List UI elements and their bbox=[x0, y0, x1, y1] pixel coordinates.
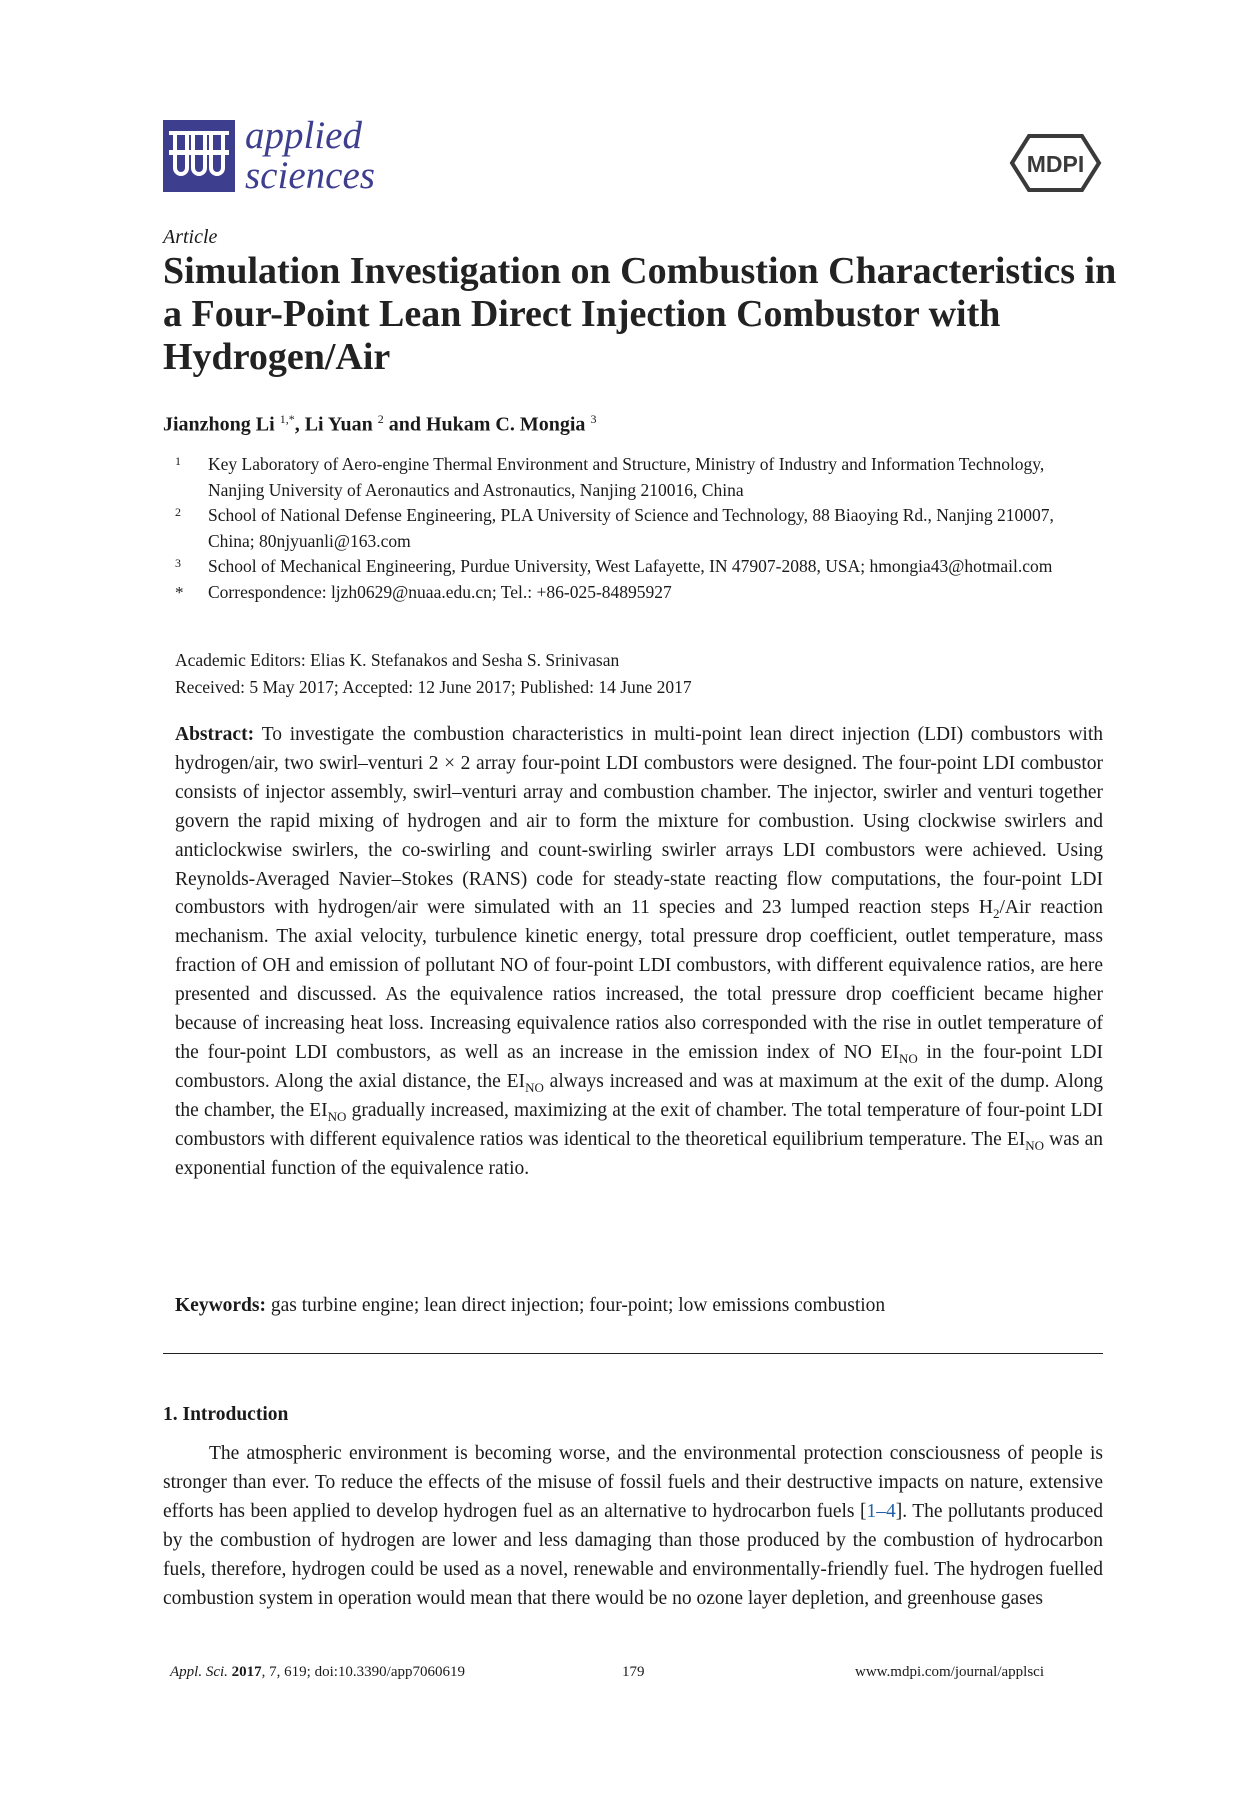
abstract-text-1: To investigate the combustion characteristics in multi-point lean direct injection (LDI) combustors with hydrogen/air, two swirl–venturi 2 × 2 array four-point LDI combustors were designed. The four-point LDI combustor consists of injector assembly, swirl–venturi array and combustion chamber. The injector, swirler and venturi together govern the rapid mixing of hydrogen and air to form the mixture for combustion. Using clockwise swirlers and anticlockwise swirlers, the co-swirling and count-swirling swirler arrays LDI combustors were achieved. Using Reynolds-Averaged Navier–Stokes (RANS) code for steady-state reacting flow computations, the four-point LDI combustors with hydrogen/air were simulated with an 11 species and 23 lumped reaction steps H bbox=[175, 724, 1104, 919]
abstract-text-3: in the four-point LDI combustors. Along the axial distance, the EI bbox=[175, 1041, 1104, 1092]
keywords bbox=[175, 1295, 885, 1317]
affiliation-list bbox=[175, 452, 1075, 605]
author-affiliation-mark: 1,* bbox=[279, 412, 295, 426]
affiliation-mark: 1 bbox=[175, 454, 181, 468]
keywords-text: gas turbine engine; lean direct injection; four-point; low emissions combustion bbox=[270, 1295, 886, 1316]
editorial-info bbox=[175, 647, 692, 701]
author-name: Hukam C. Mongia bbox=[425, 413, 586, 436]
affiliation-text: Key Laboratory of Aero-engine Thermal Environment and Structure, Ministry of Industry and Information Technology, Nanjing University of Aeronautics and Astronautics, Nanjing 210016, China bbox=[208, 454, 1045, 500]
author-affiliation-mark: 2 bbox=[377, 412, 384, 426]
affiliation-mark: 2 bbox=[175, 505, 181, 519]
author-name: Jianzhong Li bbox=[163, 413, 275, 436]
correspondence-text: Correspondence: ljzh0629@nuaa.edu.cn; Tel.: +86-025-84895927 bbox=[208, 581, 672, 602]
author-name: Li Yuan bbox=[304, 413, 373, 436]
abstract-text-2: /Air reaction mechanism. The axial velocity, turbulence kinetic energy, total pressure drop coefficient, outlet temperature, mass fraction of OH and emission of pollutant NO of four-point LDI combustors, with different equivalence ratios, are here presented and discussed. As the equivalence ratios increased, the total pressure drop coefficient became higher because of increasing heat loss. Increasing equivalence ratios also corresponded with the rise in outlet temperature of the four-point LDI combustors, as well as an increase in the emission index of NO EI bbox=[175, 897, 1103, 1063]
author-list bbox=[163, 412, 596, 437]
author-separator: and bbox=[383, 413, 426, 436]
footer-citation bbox=[170, 1664, 465, 1681]
section-divider bbox=[163, 1353, 1103, 1354]
academic-editors: Academic Editors: Elias K. Stefanakos and Sesha S. Srinivasan bbox=[175, 650, 620, 670]
intro-text-2: ]. The pollutants produced by the combustion of hydrogen are lower and less damaging than those produced by the combustion of hydrocarbon fuels, therefore, hydrogen could be used as a novel, renewable and environmentally-friendly fuel. The hydrogen fuelled combustion system in operation would mean that there would be no ozone layer depletion, and greenhouse gases bbox=[163, 1500, 1103, 1609]
subscript-h2: 2 bbox=[993, 906, 1000, 922]
section-heading-introduction: 1. Introduction bbox=[163, 1404, 289, 1425]
affiliation-item bbox=[175, 554, 1075, 580]
journal-logo bbox=[163, 114, 375, 197]
citation-link[interactable]: 1–4 bbox=[866, 1500, 896, 1522]
footer-url[interactable]: www.mdpi.com/journal/applsci bbox=[855, 1664, 1044, 1680]
journal-name-line2: sciences bbox=[245, 154, 375, 197]
abstract bbox=[175, 721, 1103, 1184]
correspondence-item bbox=[175, 580, 1075, 606]
affiliation-item bbox=[175, 452, 1075, 503]
mdpi-logo-icon bbox=[1009, 132, 1102, 194]
subscript-no: NO bbox=[1025, 1137, 1045, 1153]
journal-name bbox=[245, 116, 375, 196]
journal-name-line1: applied bbox=[245, 114, 362, 157]
publisher-name: MDPI bbox=[1026, 151, 1085, 177]
test-tubes-icon bbox=[163, 120, 235, 192]
abstract-label: Abstract: bbox=[175, 724, 255, 745]
correspondence-mark: * bbox=[175, 582, 184, 602]
introduction-paragraph bbox=[163, 1440, 1103, 1613]
subscript-no: NO bbox=[327, 1108, 347, 1124]
subscript-no: NO bbox=[525, 1079, 544, 1095]
author-affiliation-mark: 3 bbox=[590, 412, 597, 426]
affiliation-item bbox=[175, 503, 1075, 554]
footer-citation-rest: , 7, 619; doi:10.3390/app7060619 bbox=[261, 1664, 465, 1680]
article-type: Article bbox=[163, 226, 218, 248]
abstract-text-6: was an exponential function of the equivalence ratio. bbox=[175, 1128, 1103, 1179]
publication-dates: Received: 5 May 2017; Accepted: 12 June 2017; Published: 14 June 2017 bbox=[175, 677, 692, 697]
abstract-text-5: gradually increased, maximizing at the exit of chamber. The total temperature of four-point LDI combustors with different equivalence ratios was identical to the theoretical equilibrium temperature. The EI bbox=[175, 1099, 1103, 1150]
footer-year: 2017 bbox=[231, 1664, 262, 1680]
affiliation-text: School of National Defense Engineering, PLA University of Science and Technology, 88 Biaoying Rd., Nanjing 210007, China; 80njyuanli@163.com bbox=[208, 505, 1054, 551]
footer-journal-abbrev: Appl. Sci. bbox=[170, 1664, 228, 1680]
intro-text-1: The atmospheric environment is becoming worse, and the environmental protection consciousness of people is stronger than ever. To reduce the effects of the misuse of fossil fuels and their destructive impacts on nature, extensive efforts has been applied to develop hydrogen fuel as an alternative to hydrocarbon fuels [ bbox=[163, 1443, 1103, 1522]
keywords-label: Keywords: bbox=[175, 1295, 266, 1316]
affiliation-mark: 3 bbox=[175, 556, 181, 570]
affiliation-text: School of Mechanical Engineering, Purdue University, West Lafayette, IN 47907-2088, USA; hmongia43@hotmail.com bbox=[208, 556, 1053, 576]
author-separator: , bbox=[294, 413, 305, 436]
page-number: 179 bbox=[622, 1664, 645, 1680]
paper-title: Simulation Investigation on Combustion Characteristics in a Four-Point Lean Direct Injection Combustor with Hydrogen/Air bbox=[163, 250, 1117, 378]
subscript-no: NO bbox=[899, 1050, 918, 1066]
abstract-text-4: always increased and was at maximum at the exit of the dump. Along the chamber, the EI bbox=[175, 1070, 1103, 1121]
